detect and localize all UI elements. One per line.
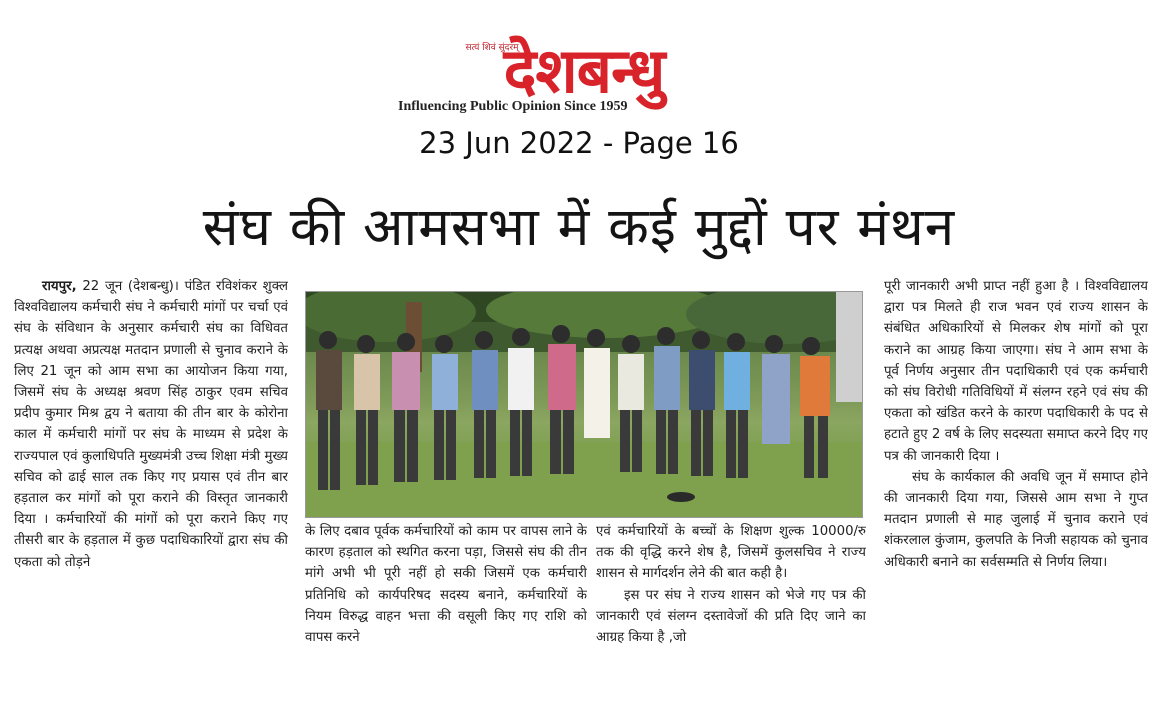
article-column-4 [884, 276, 1148, 688]
column-1-text: 22 जून (देशबन्धु)। पंडित रविशंकर शुक्ल विश्वविद्यालय कर्मचारी संघ ने कर्मचारी मांगों पर चर्चा एवं संघ के संविधान के अनुसार कर्मचारी संघ का विधिवत प्रत्यक्ष अथवा अप्रत्यक्ष मतदान प्रणाली से चुनाव कराने के लिए 21 जून को आम सभा का आयोजन किया गया, जिसमें संघ के अध्यक्ष श्रवण सिंह ठाकुर एवम सचिव प्रदीप कुमार मिश्र द्वय ने बताया की तीन बार के कोरोना काल में कर्मचारी मांगों पर संघ के माध्यम से प्रदेश के राज्यपाल एवं कुलाधिपति मुख्यमंत्री उच्च शिक्षा मंत्री मुख्य सचिव को ढाई साल तक किए गए प्रयास एवं तीन बार हड़ताल कर मांगों को पूरा कराने की विस्तृत जानकारी दिया । कर्मचारियों की मांगों को पूरा कराने किए गए तीसरी बार के हड़ताल में कुछ पदाधिकारियों द्वारा संघ की एकता को तोड़ने [14, 279, 288, 570]
column-4-paragraph-1: पूरी जानकारी अभी प्राप्त नहीं हुआ है । विश्वविद्यालय द्वारा पत्र मिलते ही राज भवन एवं राज्य शासन के संबंधित अधिकारियों से मिलकर शेष मांगों को पूरा कराने का आग्रह किया जाएगा। संघ ने आम सभा के पूर्व निर्णय अनुसार तीन पदाधिकारी एवं एक कर्मचारी को संघ विरोधी गतिविधियों में संलग्न रहने एवं संघ की एकता को खंडित करने के कारण पदाधिकारी के पद से हटाते हुए 2 वर्ष के लिए सदस्यता समाप्त करने दिए गए पत्र की जानकारी दिया । [884, 279, 1148, 464]
article-column-3 [596, 521, 866, 691]
group-photo [305, 291, 863, 518]
article-dateline: रायपुर, [42, 279, 77, 294]
masthead-slogan: Influencing Public Opinion Since 1959 [398, 99, 628, 114]
column-4-paragraph-2: संघ के कार्यकाल की अवधि जून में समाप्त होने की जानकारी दिया गया, जिससे आम सभा ने गुप्त मतदान प्रणाली से माह जुलाई में चुनाव कराने एवं शंकरलाल कुंजाम, कुलपति के निजी सहायक को चुनाव अधिकारी बनाने का सर्वसम्मति से निर्णय लिया। [884, 469, 1148, 570]
article-column-1 [14, 276, 288, 688]
masthead [0, 0, 1158, 170]
group-photo-illustration [306, 292, 862, 517]
column-3-paragraph-1: एवं कर्मचारियों के बच्चों के शिक्षण शुल्क 10000/रु तक की वृद्धि करने शेष है, जिसमें कुलसचिव ने राज्य शासन से मार्गदर्शन लेने की बात कही है। [596, 524, 866, 582]
column-2-text: के लिए दबाव पूर्वक कर्मचारियों को काम पर वापस लाने के कारण हड़ताल को स्थगित करना पड़ा, जिससे संघ की तीन मांगे अभी भी पूरी नहीं हो सकी जिसमें एक कर्मचारी प्रतिनिधि को कार्यपरिषद सदस्य बनाने, कर्मचारियों के नियम विरुद्ध वाहन भत्ता की वसूली किए गए राशि को वापस करने [305, 524, 587, 646]
column-3-paragraph-2: इस पर संघ ने राज्य शासन को भेजे गए पत्र की जानकारी एवं संलग्न दस्तावेजों की प्रति दिए जाने का आग्रह किया है ,जो [596, 587, 866, 646]
article-column-2 [305, 521, 587, 691]
article-headline: संघ की आमसभा में कई मुद्दों पर मंथन [202, 197, 956, 258]
masthead-small-tag: सत्‍यं शिवं सुंदरम् [465, 43, 519, 53]
edition-dateline: 23 Jun 2022 - Page 16 [419, 126, 739, 160]
newspaper-logo: देशबन्धु [503, 34, 665, 107]
